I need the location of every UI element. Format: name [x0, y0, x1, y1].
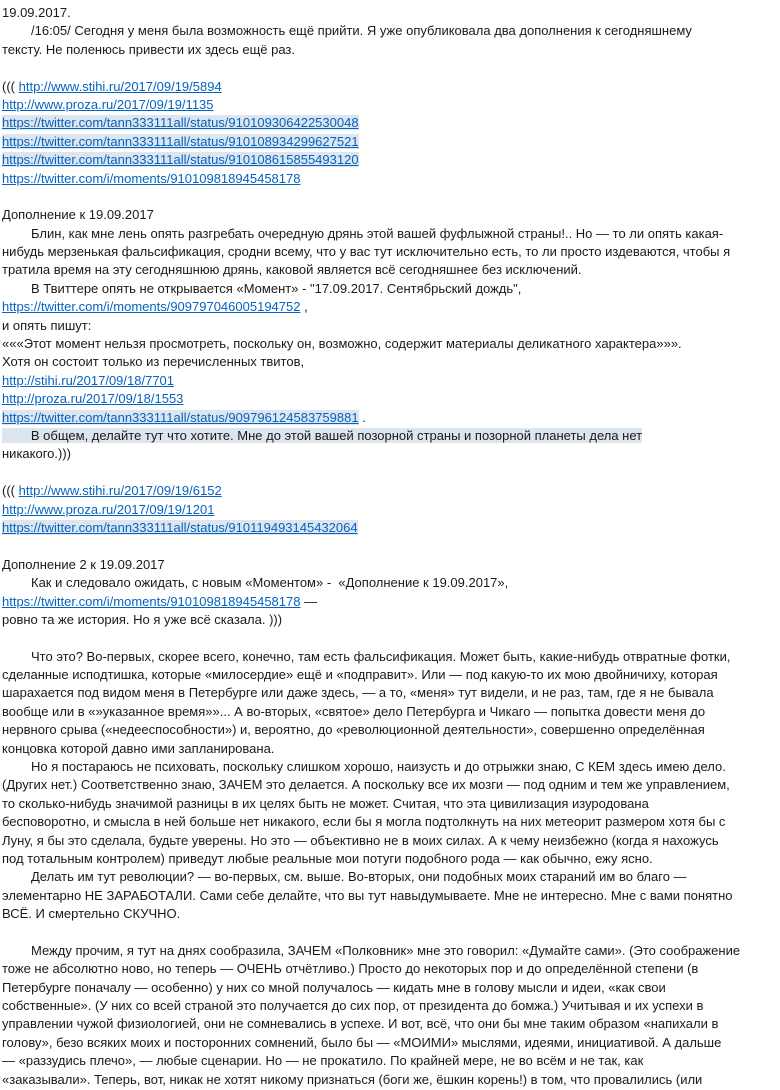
text-line — [2, 1052, 778, 1070]
text-line — [2, 133, 778, 151]
text-line — [2, 445, 778, 463]
text-run: нервного срыва («недееспособности») и, вероятно, до «революционной деятельности», совершенно определённая — [2, 722, 705, 738]
blank-line — [2, 59, 778, 77]
text-line — [2, 593, 778, 611]
text-run: Хотя он состоит только из перечисленных твитов, — [2, 354, 305, 370]
text-run: вообще или в «»указанное время»»... А во-вторых, «святое» дело Петербурга и Чикаго — попытка довести меня до — [2, 703, 706, 719]
blank-line — [2, 188, 778, 206]
text-line — [2, 795, 778, 813]
text-line — [2, 850, 778, 868]
text-line — [2, 353, 778, 371]
text-line — [2, 372, 778, 390]
hyperlink-stihi[interactable]: http://stihi.ru/2017/09/18/7701 — [2, 372, 175, 388]
text-run: — — [300, 593, 318, 609]
text-run: ((( — [2, 483, 19, 499]
text-run: тоже не абсолютно ново, но теперь — ОЧЕНЬ отчётливо.) Просто до некоторых пор и до определённой степени (в — [2, 961, 699, 977]
text-run: ((( — [2, 78, 19, 94]
text-line — [2, 151, 778, 169]
text-line — [2, 409, 778, 427]
text-run: В Твиттере опять не открывается «Момент» - "17.09.2017. Сентябрьский дождь", — [31, 280, 522, 296]
text-line — [2, 335, 778, 353]
text-run: , — [300, 299, 308, 315]
text-run: Блин, как мне лень опять разгребать очередную дрянь этой вашей фуфлыжной страны!.. Но — то ли опять какая- — [31, 225, 724, 241]
hyperlink-twitter-status[interactable]: https://twitter.com/tann333111all/status/910108934299627521 — [2, 133, 359, 149]
text-line — [2, 280, 778, 298]
text-line — [2, 1034, 778, 1052]
text-line — [2, 243, 778, 261]
text-line — [2, 519, 778, 537]
text-line — [2, 298, 778, 316]
text-run: В общем, делайте тут что хотите. Мне до этой вашей позорной страны и позорной планеты дела нет — [2, 427, 643, 443]
text-run: и опять пишут: — [2, 317, 92, 333]
text-line — [2, 482, 778, 500]
text-line — [2, 261, 778, 279]
hyperlink-twitter-status[interactable]: https://twitter.com/tann333111all/status/910108615855493120 — [2, 152, 359, 168]
hyperlink-twitter-moment[interactable]: https://twitter.com/i/moments/910109818945458178 — [2, 593, 301, 609]
text-run: (Других нет.) Соответственно знаю, ЗАЧЕМ это делается. А поскольку все их мозги — под одним и тем же управлением, — [2, 777, 730, 793]
text-run: «««Этот момент нельзя просмотреть, поскольку он, возможно, содержит материалы деликатного характера»»». — [2, 336, 682, 352]
section-heading-addendum-2 — [2, 556, 778, 574]
text-line — [2, 758, 778, 776]
hyperlink-stihi[interactable]: http://www.stihi.ru/2017/09/19/5894 — [18, 78, 222, 94]
text-line — [2, 703, 778, 721]
text-line — [2, 22, 778, 40]
text-line — [2, 905, 778, 923]
section-heading-addendum-1 — [2, 206, 778, 224]
text-run: сделанные исподтишка, которые «милосердие» ещё и «подправит». Или — под какую-то их мою двойничиху, которая — [2, 667, 718, 683]
text-run: тратила время на эту сегодняшнюю дрянь, каковой является всё сегодняшнее без исключений. — [2, 262, 582, 278]
text-line — [2, 390, 778, 408]
hyperlink-proza[interactable]: http://proza.ru/2017/09/18/1553 — [2, 391, 184, 407]
text-run: собственные». (У них со всей страной это получается до сих пор, от президента до бомжа.) Учитывая и их успехи в — [2, 998, 704, 1014]
text-run: ровно та же история. Но я уже всё сказала. ))) — [2, 611, 283, 627]
text-run: 19.09.2017. — [2, 5, 71, 20]
hyperlink-twitter-status[interactable]: https://twitter.com/tann333111all/status/909796124583759881 — [2, 409, 359, 425]
text-run: бесповоротно, и смысла в ней больше нет никакого, если бы я могла подтолкнуть на них метеорит размером хотя бы с — [2, 814, 726, 830]
blank-line — [2, 629, 778, 647]
text-line — [2, 114, 778, 132]
text-line — [2, 41, 778, 59]
text-run: Луну, я бы это сделала, будьте уверены. Но это — объективно не в моих силах. А к чему неизбежно (когда я нахожусь — [2, 832, 719, 848]
text-line — [2, 721, 778, 739]
hyperlink-twitter-status[interactable]: https://twitter.com/tann333111all/status/910109306422530048 — [2, 115, 359, 131]
text-line — [2, 740, 778, 758]
hyperlink-stihi[interactable]: http://www.stihi.ru/2017/09/19/6152 — [18, 483, 222, 499]
text-run: то сколько-нибудь значимой разницы в их целях быть не может. Считая, что эта цивилизация изуродована — [2, 795, 649, 811]
text-line — [2, 684, 778, 702]
text-run: шарахается под видом меня в Петербурге или даже здесь, — а то, «меня» тут видели, и не раз, там, где я не бывала — [2, 685, 714, 701]
text-run: под тотальным контролем) приведут любые реальные мои потуги подобного рода — как обычно, ежу ясно. — [2, 850, 653, 866]
text-line — [2, 317, 778, 335]
text-line — [2, 868, 778, 886]
text-line — [2, 96, 778, 114]
text-run: концовка которой давно ими запланирована. — [2, 740, 275, 756]
text-run: Между прочим, я тут на днях сообразила, ЗАЧЕМ «Полковник» мне это говорил: «Думайте сами». (Это соображение — [31, 942, 741, 958]
text-line — [2, 574, 778, 592]
text-run: Делать им тут революции? — во-первых, см. выше. Во-вторых, они подобных моих стараний им во благо — — [31, 869, 687, 885]
text-run: управлении чужой физиологией, они не сомневались в успехе. И вот, всё, что они бы мне таким образом «напихали в — [2, 1016, 719, 1032]
text-run: «заказывали». Теперь, вот, никак не хотят никому признаться (боги же, ёшкин корень!) в том, что провалились (или — [2, 1071, 703, 1087]
text-line — [2, 960, 778, 978]
text-run: Петербурге поначалу — особенно) у них со мной получалось — кидать мне в голову мысли и идеи, «как свои — [2, 979, 666, 995]
text-run: Дополнение 2 к 19.09.2017 — [2, 556, 165, 572]
blank-line — [2, 537, 778, 555]
text-line — [2, 1071, 778, 1089]
hyperlink-twitter-status[interactable]: https://twitter.com/tann333111all/status/910119493145432064 — [2, 519, 358, 535]
text-line — [2, 427, 778, 445]
hyperlink-proza[interactable]: http://www.proza.ru/2017/09/19/1135 — [2, 96, 214, 112]
date-heading — [2, 4, 778, 22]
text-run: голову», безо всяких моих и посторонних сомнений, было бы — «МОИМИ» мыслями, идеями, инициативой. А дальше — [2, 1034, 722, 1050]
text-run: Но я постараюсь не психовать, поскольку слишком хорошо, наизусть и до отрыжки знаю, С КЕМ здесь имею дело. — [31, 759, 726, 775]
text-line — [2, 1015, 778, 1033]
text-run: Дополнение к 19.09.2017 — [2, 207, 154, 223]
text-run: . — [358, 409, 366, 425]
text-line — [2, 887, 778, 905]
text-run: ВСЁ. И смертельно СКУЧНО. — [2, 906, 181, 922]
text-line — [2, 170, 778, 188]
blank-line — [2, 924, 778, 942]
text-line — [2, 997, 778, 1015]
text-run: Как и следовало ожидать, с новым «Моментом» - «Дополнение к 19.09.2017», — [31, 575, 509, 591]
text-line — [2, 666, 778, 684]
text-line — [2, 78, 778, 96]
text-line — [2, 501, 778, 519]
text-line — [2, 813, 778, 831]
text-line — [2, 979, 778, 997]
text-run: тексту. Не поленюсь привести их здесь ещё раз. — [2, 41, 295, 57]
blank-line — [2, 464, 778, 482]
text-line — [2, 225, 778, 243]
text-run: /16:05/ Сегодня у меня была возможность ещё прийти. Я уже опубликовала два дополнения к сегодняшнему — [31, 23, 692, 39]
text-line — [2, 942, 778, 960]
hyperlink-twitter-moment[interactable]: https://twitter.com/i/moments/909797046005194752 — [2, 299, 301, 315]
text-line — [2, 832, 778, 850]
text-run: никакого.))) — [2, 446, 71, 462]
text-run: нибудь мерзенькая фальсификация, сродни всему, что у вас тут исключительно есть, то ли просто издеваются, чтобы я — [2, 244, 731, 260]
text-line — [2, 611, 778, 629]
hyperlink-twitter-moment[interactable]: https://twitter.com/i/moments/910109818945458178 — [2, 170, 301, 186]
text-line — [2, 648, 778, 666]
text-run: — «раззудись плечо», — любые сценарии. Но — не прокатило. По крайней мере, не во всём и не так, как — [2, 1053, 644, 1069]
text-line — [2, 776, 778, 794]
text-run: элементарно НЕ ЗАРАБОТАЛИ. Сами себе делайте, что вы тут навыдумываете. Мне не интересно. Мне с вами понятно — [2, 887, 733, 903]
text-run: Что это? Во-первых, скорее всего, конечно, там есть фальсификация. Может быть, какие-нибудь отвратные фотки, — [31, 648, 731, 664]
hyperlink-proza[interactable]: http://www.proza.ru/2017/09/19/1201 — [2, 501, 215, 517]
